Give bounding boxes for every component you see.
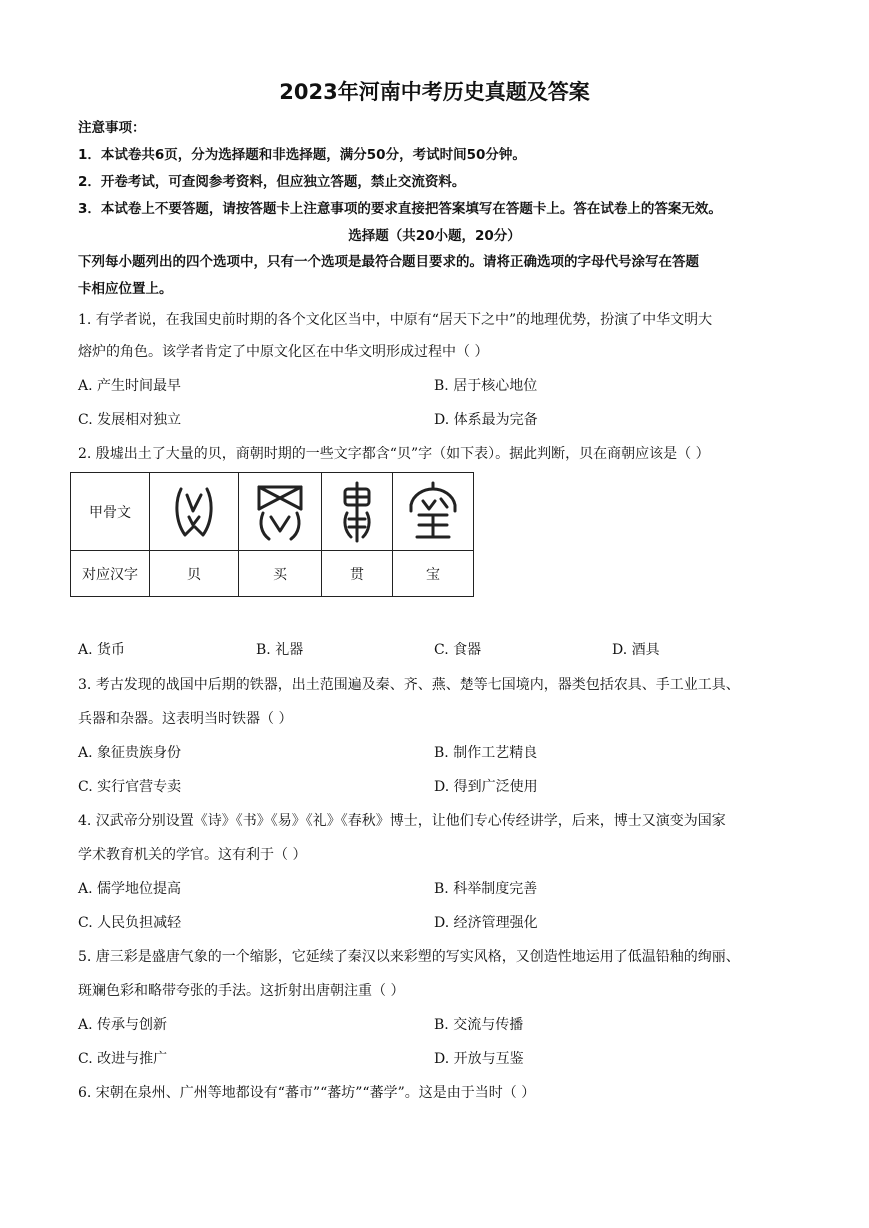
q2-option-b[interactable]: B. 礼器 [256, 642, 304, 658]
q3-option-a[interactable]: A. 象征贵族身份 [78, 745, 182, 761]
q5-stem-line1: 5. 唐三彩是盛唐气象的一个缩影，它延续了秦汉以来彩塑的写实风格，又创造性地运用了低温铅釉的绚丽、 [78, 949, 740, 965]
q1-stem-line2: 熔炉的角色。该学者肯定了中原文化区在中华文明形成过程中（ ） [78, 344, 489, 360]
glyph-cell-bao [393, 473, 474, 551]
q5-option-a[interactable]: A. 传承与创新 [78, 1017, 168, 1033]
q2-option-d[interactable]: D. 酒具 [612, 642, 660, 658]
glyph-cell-bei [150, 473, 239, 551]
oracle-bone-table [70, 472, 474, 597]
table-row2-label: 对应汉字 [71, 551, 150, 597]
q5-option-b[interactable]: B. 交流与传播 [434, 1017, 524, 1033]
q3-stem-line2: 兵器和杂器。这表明当时铁器（ ） [78, 711, 293, 727]
q1-option-d[interactable]: D. 体系最为完备 [434, 412, 538, 428]
notice-item-2: 2．开卷考试，可查阅参考资料，但应独立答题，禁止交流资料。 [78, 174, 466, 190]
q3-option-c[interactable]: C. 实行官营专卖 [78, 779, 182, 795]
glyph-cell-mai [239, 473, 322, 551]
table-row1-label: 甲骨文 [71, 473, 150, 551]
char-bao: 宝 [393, 551, 474, 597]
oracle-guan-icon [337, 481, 377, 543]
oracle-mai-icon [253, 481, 307, 543]
q1-option-a[interactable]: A. 产生时间最早 [78, 378, 182, 394]
q4-option-a[interactable]: A. 儒学地位提高 [78, 881, 182, 897]
q4-stem-line2: 学术教育机关的学官。这有利于（ ） [78, 847, 307, 863]
oracle-bei-icon [171, 481, 217, 543]
q5-stem-line2: 斑斓色彩和略带夸张的手法。这折射出唐朝注重（ ） [78, 983, 405, 999]
q4-option-b[interactable]: B. 科举制度完善 [434, 881, 538, 897]
q2-stem-line1: 2. 殷墟出土了大量的贝，商朝时期的一些文字都含“贝”字（如下表）。据此判断，贝在商朝应该是（ ） [78, 446, 710, 462]
char-mai: 买 [239, 551, 322, 597]
oracle-bao-icon [405, 481, 461, 543]
q2-option-a[interactable]: A. 货币 [78, 642, 126, 658]
section-instruction-2: 卡相应位置上。 [78, 281, 173, 297]
q5-option-c[interactable]: C. 改进与推广 [78, 1051, 168, 1067]
char-guan: 贯 [322, 551, 393, 597]
char-bei: 贝 [150, 551, 239, 597]
q1-option-c[interactable]: C. 发展相对独立 [78, 412, 182, 428]
q4-stem-line1: 4. 汉武帝分别设置《诗》《书》《易》《礼》《春秋》博士，让他们专心传经讲学，后来，博士又演变为国家 [78, 813, 726, 829]
section-title: 选择题（共20小题，20分） [348, 228, 521, 244]
q3-option-d[interactable]: D. 得到广泛使用 [434, 779, 538, 795]
glyph-cell-guan [322, 473, 393, 551]
q1-stem-line1: 1. 有学者说，在我国史前时期的各个文化区当中，中原有“居天下之中”的地理优势，扮演了中华文明大 [78, 312, 713, 328]
q4-option-d[interactable]: D. 经济管理强化 [434, 915, 538, 931]
q1-option-b[interactable]: B. 居于核心地位 [434, 378, 538, 394]
q2-option-c[interactable]: C. 食器 [434, 642, 482, 658]
q3-stem-line1: 3. 考古发现的战国中后期的铁器，出土范围遍及秦、齐、燕、楚等七国境内，器类包括农具、手工业工具、 [78, 677, 740, 693]
section-instruction-1: 下列每小题列出的四个选项中，只有一个选项是最符合题目要求的。请将正确选项的字母代号涂写在答题 [78, 254, 699, 270]
notice-item-1: 1．本试卷共6页，分为选择题和非选择题，满分50分，考试时间50分钟。 [78, 147, 526, 163]
page-title: 2023年河南中考历史真题及答案 [279, 80, 590, 104]
notice-heading: 注意事项： [78, 120, 146, 136]
q5-option-d[interactable]: D. 开放与互鉴 [434, 1051, 524, 1067]
q6-stem-line1: 6. 宋朝在泉州、广州等地都设有“蕃市”“蕃坊”“蕃学”。这是由于当时（ ） [78, 1085, 536, 1101]
q3-option-b[interactable]: B. 制作工艺精良 [434, 745, 538, 761]
q4-option-c[interactable]: C. 人民负担减轻 [78, 915, 182, 931]
notice-item-3: 3．本试卷上不要答题，请按答题卡上注意事项的要求直接把答案填写在答题卡上。答在试卷上的答案无效。 [78, 201, 722, 217]
